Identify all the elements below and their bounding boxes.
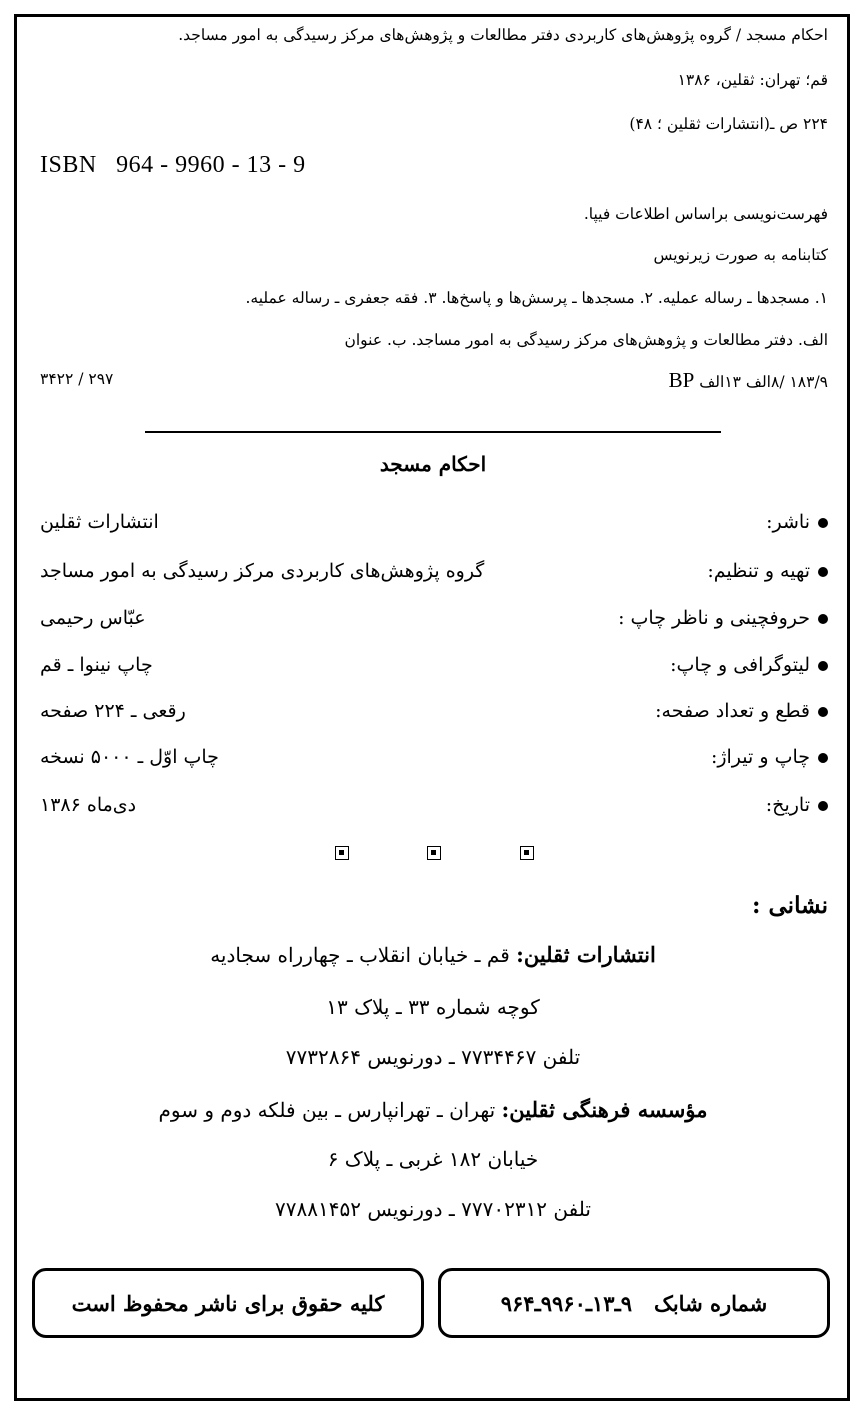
isbn-value: ۹ـ۱۳ـ۹۹۶۰ـ۹۶۴ (500, 1290, 633, 1316)
spec-row-publisher (40, 511, 828, 539)
cip-dewey: ۲۹۷ / ۳۴۲۲ (40, 370, 114, 388)
cip-subjects: ۱. مسجدها ـ رساله عملیه. ۲. مسجدها ـ پرسش‌ها و پاسخ‌ها. ۳. فقه جعفری ـ رساله عملیه. (245, 289, 828, 307)
bullet-icon (818, 518, 828, 528)
spec-value: عبّاس رحیمی (40, 607, 146, 629)
institute-street: تهران ـ تهرانپارس ـ بین فلکه دوم و سوم (158, 1098, 496, 1122)
institute-street-2: خیابان ۱۸۲ غربی ـ پلاک ۶ (327, 1147, 539, 1171)
spec-label: قطع و تعداد صفحه: (655, 700, 810, 722)
bullet-icon (818, 753, 828, 763)
spec-row-format-pages (40, 700, 828, 728)
book-title: احکام مسجد (379, 452, 487, 476)
address-heading: نشانی : (752, 892, 828, 919)
institute-phone: تلفن ۷۷۷۰۲۳۱۲ ـ دورنویس ۷۷۸۸۱۴۵۲ (275, 1197, 591, 1221)
bullet-icon (818, 567, 828, 577)
spec-value: چاپ نینوا ـ قم (40, 654, 153, 676)
divider-rule (145, 431, 721, 433)
spec-value: دی‌ماه ۱۳۸۶ (40, 794, 137, 816)
cip-added-entries: الف. دفتر مطالعات و پژوهش‌های مرکز رسیدگی به امور مساجد. ب. عنوان (344, 331, 828, 349)
square-ornament-icon (335, 846, 349, 860)
rights-box (32, 1268, 424, 1338)
bullet-icon (818, 614, 828, 624)
cip-imprint-line: قم؛ تهران: ثقلین، ۱۳۸۶ (677, 71, 828, 89)
spec-row-typesetting (40, 607, 828, 635)
institute-address-line (0, 1097, 866, 1122)
ornament-row (0, 846, 866, 864)
square-ornament-icon (520, 846, 534, 860)
isbn-label: شماره شابک (654, 1290, 768, 1316)
bullet-icon (818, 801, 828, 811)
publisher-address-line (0, 942, 866, 967)
publisher-name: انتشارات ثقلین: (516, 942, 656, 967)
spec-label: تهیه و تنظیم: (707, 560, 810, 582)
spec-row-prepared-by (40, 560, 828, 588)
spec-label: چاپ و تیراژ: (710, 746, 810, 768)
spec-label: ناشر: (766, 511, 810, 533)
institute-name: مؤسسه فرهنگی ثقلین: (501, 1097, 708, 1122)
spec-value: چاپ اوّل ـ ۵۰۰۰ نسخه (40, 746, 219, 768)
classification-bp: BP (668, 368, 695, 392)
spec-label: حروفچینی و ناظر چاپ : (618, 607, 810, 629)
classification-rest: ۱۸۳/۹ /۸الف ۱۳الف (699, 373, 828, 391)
spec-label: لیتوگرافی و چاپ: (670, 654, 810, 676)
spec-value: گروه پژوهش‌های کاربردی مرکز رسیدگی به امور مساجد (40, 560, 485, 582)
publisher-alley: کوچه شماره ۳۳ ـ پلاک ۱۳ (326, 995, 540, 1019)
cip-pages-line: ۲۲۴ ص ـ(انتشارات ثقلین ؛ ۴۸) (629, 115, 828, 133)
spec-value: رقعی ـ ۲۲۴ صفحه (40, 700, 186, 722)
rights-text: کلیه حقوق برای ناشر محفوظ است (71, 1290, 385, 1316)
cip-title-line: احکام مسجد / گروه پژوهش‌های کاربردی دفتر مطالعات و پژوهش‌های مرکز رسیدگی به امور مساجد. (178, 26, 828, 44)
spec-row-date (40, 794, 828, 822)
spec-label: تاریخ: (765, 794, 810, 816)
bullet-icon (818, 661, 828, 671)
publisher-phone: تلفن ۷۷۳۴۴۶۷ ـ دورنویس ۷۷۳۲۸۶۴ (285, 1045, 581, 1069)
cip-note-bibliography: کتابنامه به صورت زیرنویس (653, 246, 828, 264)
spec-row-lithography (40, 654, 828, 682)
publisher-street: قم ـ خیابان انقلاب ـ چهارراه سجادیه (210, 943, 510, 967)
isbn-box (438, 1268, 830, 1338)
cip-isbn: ISBN 964 - 9960 - 13 - 9 (40, 152, 306, 178)
spec-value: انتشارات ثقلین (40, 511, 159, 533)
spec-row-print-run (40, 746, 828, 774)
square-ornament-icon (427, 846, 441, 860)
cip-note-fipa: فهرست‌نویسی براساس اطلاعات فیپا. (583, 205, 828, 223)
cip-classification (669, 368, 828, 393)
bullet-icon (818, 707, 828, 717)
